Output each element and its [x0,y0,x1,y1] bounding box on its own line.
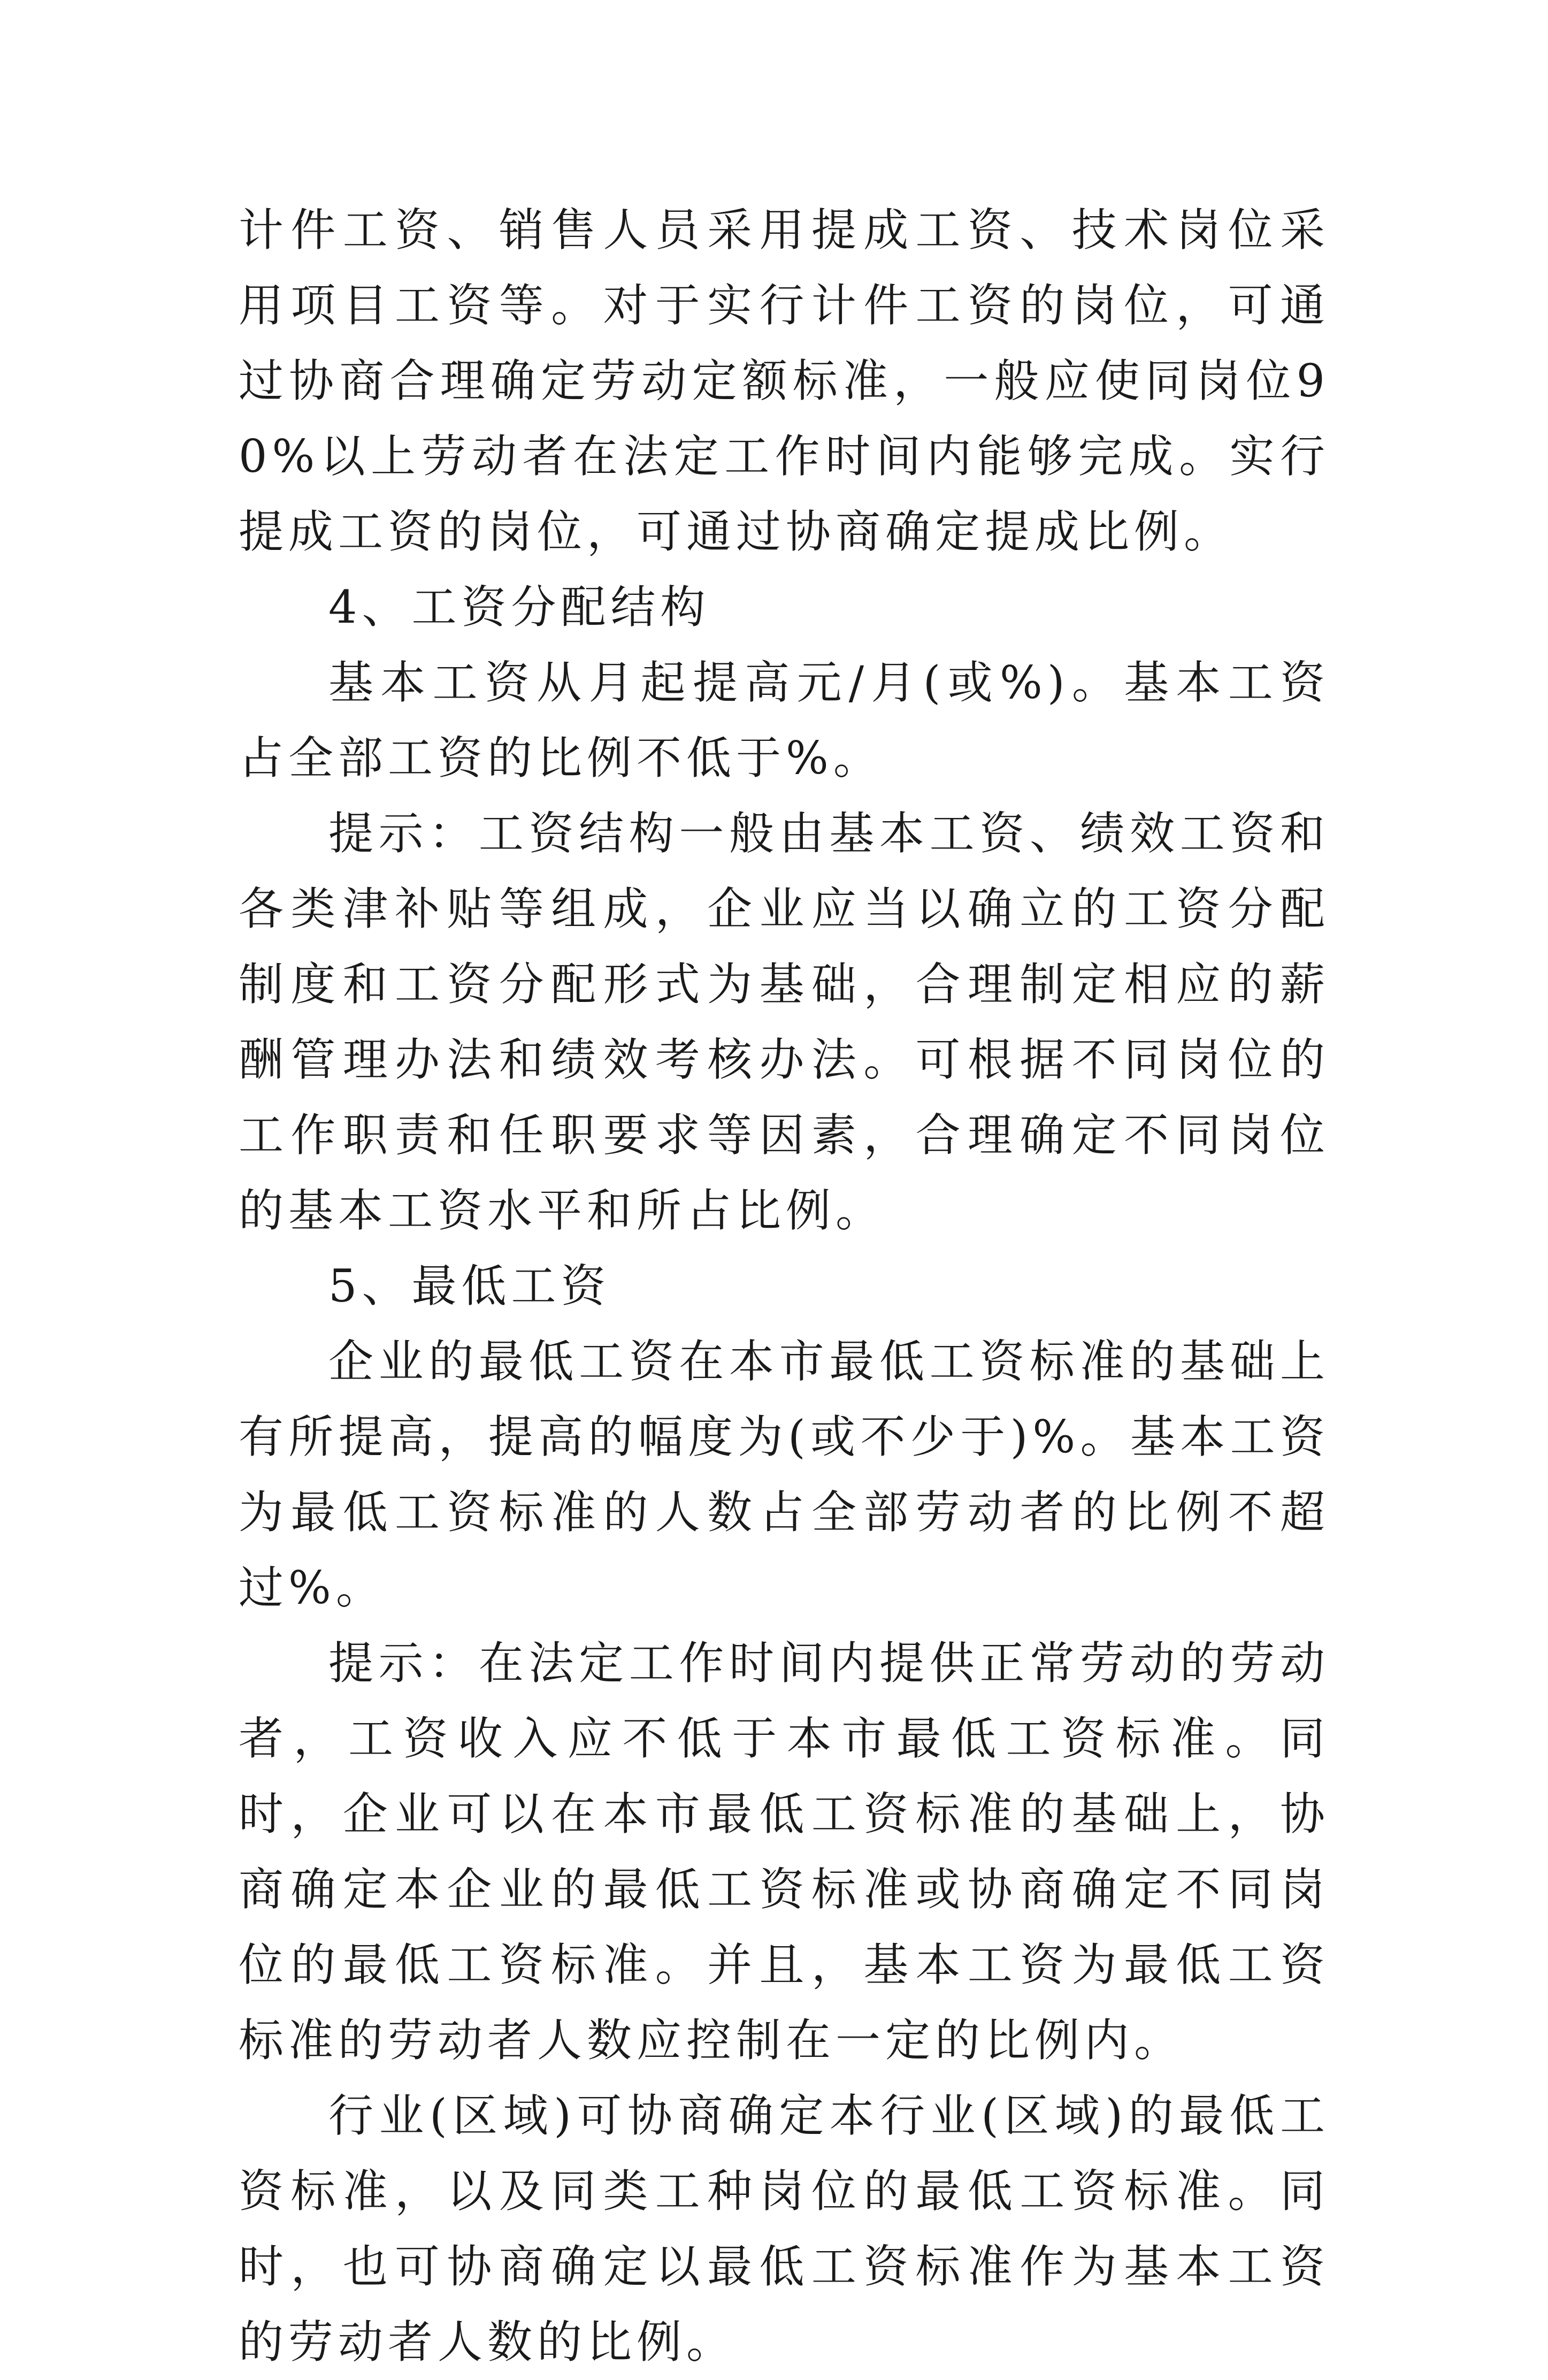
heading-wage-distribution-structure: 4、工资分配结构 [328,581,710,633]
paragraph-basic-wage: 基本工资从月起提高元/月(或%)。基本工资占全部工资的比例不低于%。 [239,656,1330,784]
heading-minimum-wage: 5、最低工资 [328,1260,611,1312]
document-body [239,193,1330,2380]
paragraph-minimum-wage-tip: 提示：在法定工作时间内提供正常劳动的劳动者，工资收入应不低于本市最低工资标准。同时，企业可以在本市最低工资标准的基础上，协商确定本企业的最低工资标准或协商确定不同岗位的最低工资标准。并且，基本工资为最低工资标准的劳动者人数应控制在一定的比例内。 [239,1637,1330,2067]
paragraph-minimum-wage: 企业的最低工资在本市最低工资标准的基础上有所提高，提高的幅度为(或不少于)%。基本工资为最低工资标准的人数占全部劳动者的比例不超过%。 [239,1335,1330,1614]
paragraph-industry-minimum-wage: 行业(区域)可协商确定本行业(区域)的最低工资标准，以及同类工种岗位的最低工资标准。同时，也可协商确定以最低工资标准作为基本工资的劳动者人数的比例。 [239,2090,1330,2368]
paragraph-structure-tip: 提示：工资结构一般由基本工资、绩效工资和各类津补贴等组成，企业应当以确立的工资分配制度和工资分配形式为基础，合理制定相应的薪酬管理办法和绩效考核办法。可根据不同岗位的工作职责和任职要求等因素，合理确定不同岗位的基本工资水平和所占比例。 [239,807,1330,1237]
paragraph-piece-rate-continuation: 计件工资、销售人员采用提成工资、技术岗位采用项目工资等。对于实行计件工资的岗位，可通过协商合理确定劳动定额标准，一般应使同岗位90%以上劳动者在法定工作时间内能够完成。实行提成工资的岗位，可通过协商确定提成比例。 [239,204,1330,558]
